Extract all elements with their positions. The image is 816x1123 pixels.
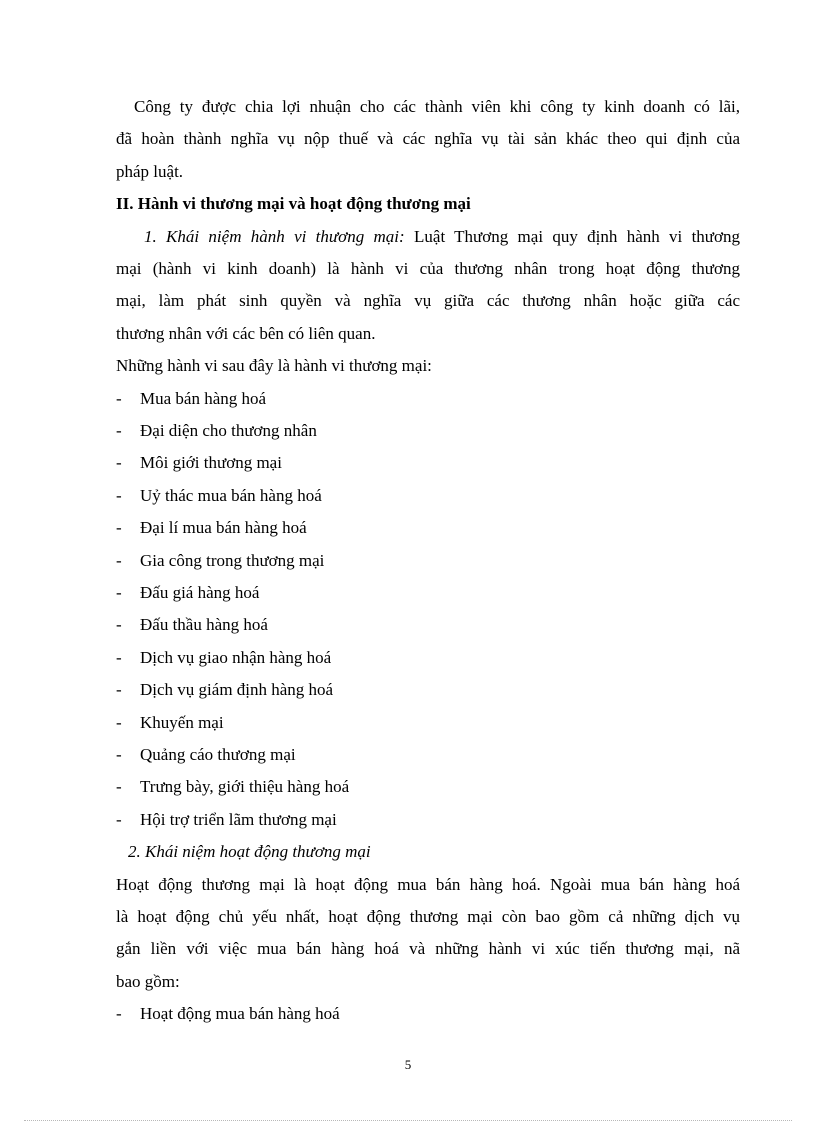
definition-1-line-1 <box>116 221 740 253</box>
definition-1-line-4: thương nhân với các bên có liên quan. <box>116 323 376 343</box>
subheading-2: 2. Khái niệm hoạt động thương mại <box>128 842 371 862</box>
list-dash: - <box>116 518 122 538</box>
definition-1-line-3: mại, làm phát sinh quyền và nghĩa vụ giữa các thương nhân hoặc giữa các <box>116 291 740 311</box>
list-item-text: Dịch vụ giám định hàng hoá <box>140 680 334 700</box>
list-item <box>116 998 740 1030</box>
definition-1-paragraph <box>116 221 740 351</box>
list-item-text: Hội trợ triển lãm thương mại <box>140 809 337 829</box>
activities-list <box>116 998 740 1030</box>
list-dash: - <box>116 1004 122 1024</box>
list-dash: - <box>116 615 122 635</box>
list-item <box>116 804 740 836</box>
list-item-text: Đại lí mua bán hàng hoá <box>140 518 307 538</box>
list-item <box>116 512 740 544</box>
list-dash: - <box>116 485 122 505</box>
intro-paragraph <box>116 91 740 188</box>
list-item <box>116 771 740 803</box>
list-item-text: Đấu giá hàng hoá <box>140 583 260 602</box>
list-item-text: Quảng cáo thương mại <box>140 744 296 764</box>
page-number: 5 <box>404 1057 412 1072</box>
list-dash: - <box>116 583 122 602</box>
list-dash: - <box>116 777 122 797</box>
list-dash: - <box>116 712 122 732</box>
definition-2-line-3: gắn liền với việc mua bán hàng hoá và những hành vi xúc tiến thương mại, nã <box>116 939 740 959</box>
commercial-acts-list <box>116 383 740 836</box>
definition-2-line-2: là hoạt động chủ yếu nhất, hoạt động thương mại còn bao gồm cả những dịch vụ <box>116 906 740 926</box>
list-dash: - <box>116 809 122 829</box>
list-item <box>116 415 740 447</box>
list-item <box>116 480 740 512</box>
list-item-text: Gia công trong thương mại <box>140 550 325 570</box>
list-dash: - <box>116 550 122 570</box>
list-item-text: Môi giới thương mại <box>140 453 282 473</box>
definition-2-line-4: bao gồm: <box>116 971 180 991</box>
page-bottom-divider <box>24 1120 792 1121</box>
intro-line-1: Công ty được chia lợi nhuận cho các thành viên khi công ty kinh doanh có lãi, <box>134 97 740 116</box>
list-item-text: Dịch vụ giao nhận hàng hoá <box>140 647 332 667</box>
list-item <box>116 545 740 577</box>
list-item <box>116 447 740 479</box>
list-dash: - <box>116 680 122 700</box>
list-item-text: Đại diện cho thương nhân <box>140 421 317 441</box>
list-item-text: Trưng bày, giới thiệu hàng hoá <box>140 777 350 797</box>
definition-1-line-2: mại (hành vi kinh doanh) là hành vi của thương nhân trong hoạt động thương <box>116 259 740 279</box>
list-item <box>116 577 740 609</box>
definition-2-line-1: Hoạt động thương mại là hoạt động mua bán hàng hoá. Ngoài mua bán hàng hoá <box>116 874 740 894</box>
list-dash: - <box>116 453 122 473</box>
definition-2-paragraph <box>116 869 740 999</box>
section-heading: II. Hành vi thương mại và hoạt động thương mại <box>116 194 471 214</box>
definition-1-label: 1. Khái niệm hành vi thương mại: <box>144 226 405 246</box>
list-item <box>116 642 740 674</box>
list-item <box>116 739 740 771</box>
definition-1-line-1-rest: Luật Thương mại quy định hành vi thương <box>404 226 741 246</box>
intro-line-2: đã hoàn thành nghĩa vụ nộp thuế và các nghĩa vụ tài sản khác theo qui định của <box>116 129 740 149</box>
list-item-text: Hoạt động mua bán hàng hoá <box>140 1004 340 1024</box>
list-dash: - <box>116 388 122 408</box>
list-item <box>116 707 740 739</box>
list-item-text: Đấu thầu hàng hoá <box>140 615 268 635</box>
list-dash: - <box>116 647 122 667</box>
list-item-text: Khuyến mại <box>140 712 224 732</box>
list-item-text: Uỷ thác mua bán hàng hoá <box>140 485 322 505</box>
intro-line-3: pháp luật. <box>116 161 184 181</box>
list-intro: Những hành vi sau đây là hành vi thương mại: <box>116 356 432 376</box>
list-dash: - <box>116 421 122 441</box>
list-item <box>116 383 740 415</box>
list-dash: - <box>116 744 122 764</box>
list-item-text: Mua bán hàng hoá <box>140 388 267 408</box>
list-item <box>116 609 740 641</box>
body-text <box>116 91 740 1031</box>
list-item <box>116 674 740 706</box>
